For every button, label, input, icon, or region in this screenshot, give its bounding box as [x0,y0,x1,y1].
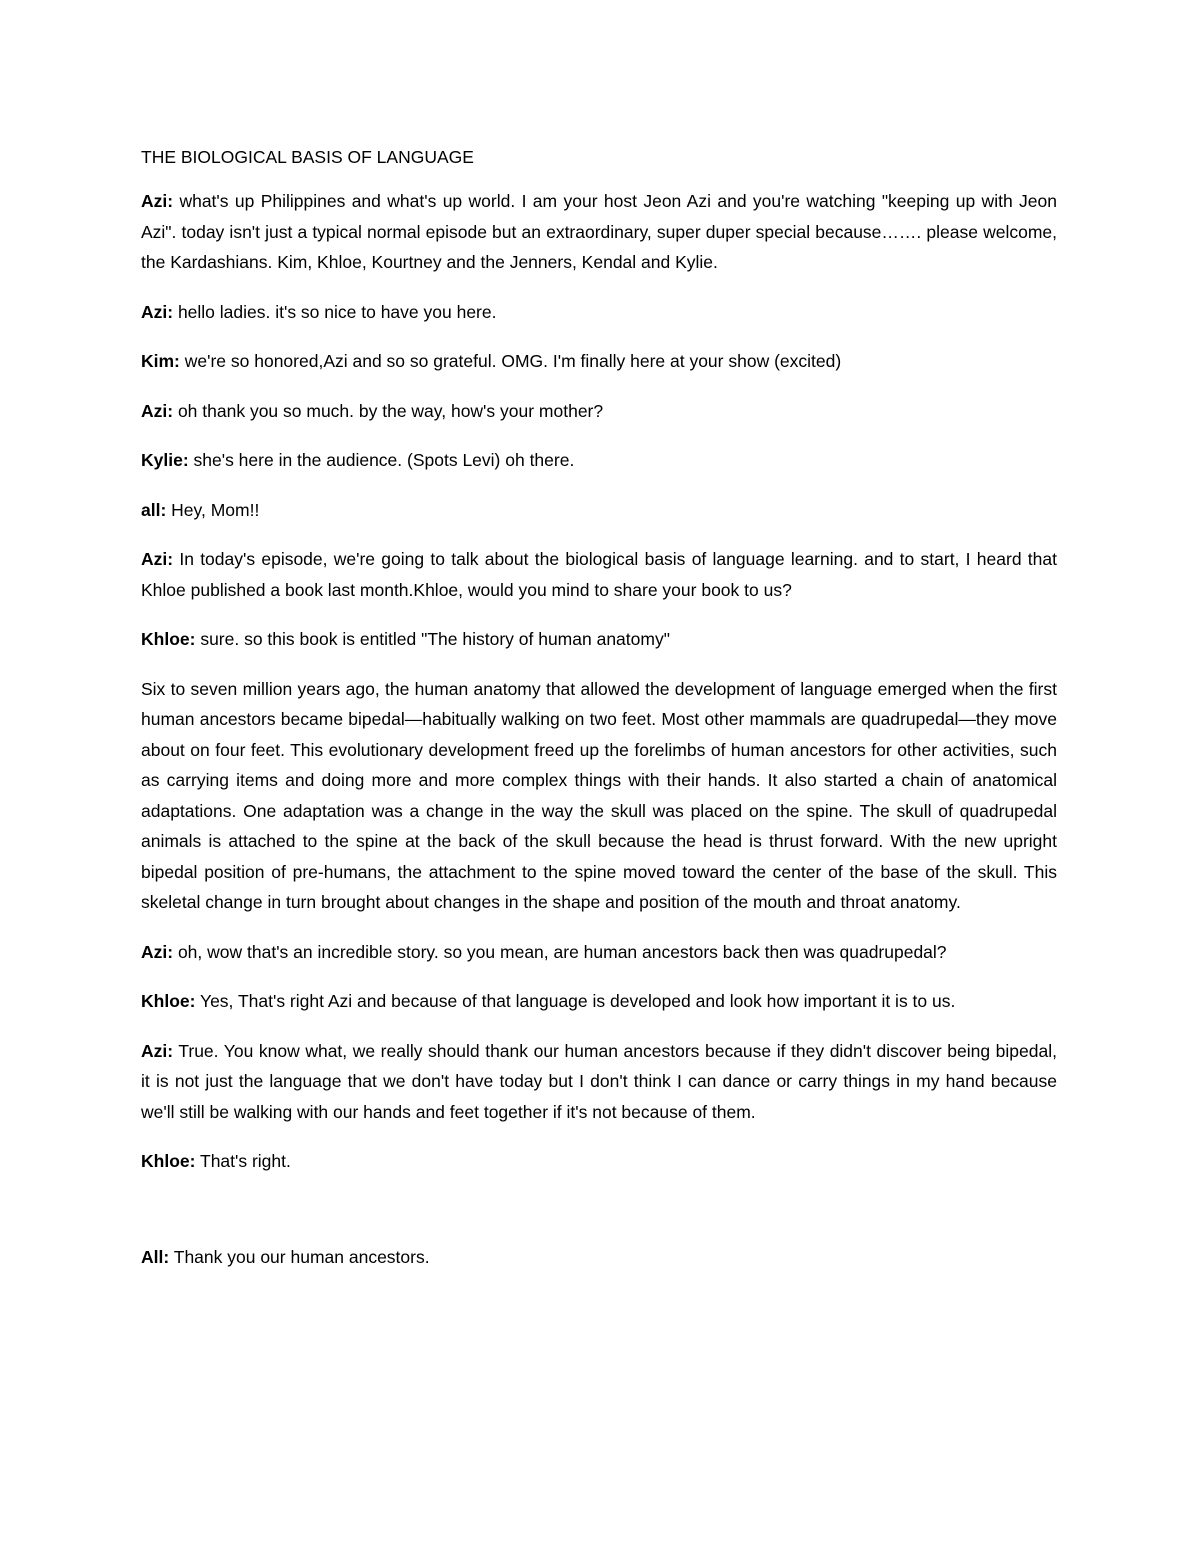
dialogue-line [141,186,1057,278]
dialogue-line [141,1242,1057,1273]
dialogue-line [141,986,1057,1017]
dialogue-line [141,624,1057,655]
line-text: Hey, Mom!! [166,499,260,520]
line-text: oh thank you so much. by the way, how's your mother? [173,400,604,421]
line-text: hello ladies. it's so nice to have you here. [173,301,497,322]
line-text: what's up Philippines and what's up world. I am your host Jeon Azi and you're watching "keeping up with Jeon Azi". today isn't just a typical normal episode but an extraordinary, super duper special because……. please welcome, the Kardashians. Kim, Khloe, Kourtney and the Jenners, Kendal and Kylie. [141,191,1057,272]
speaker-name: Khloe: [141,991,196,1011]
line-text: we're so honored,Azi and so so grateful. OMG. I'm finally here at your show (excited) [179,351,842,371]
dialogue-line [141,1146,1057,1177]
line-text: Yes, That's right Azi and because of that language is developed and look how important it is to us. [195,991,956,1011]
line-text: sure. so this book is entitled "The history of human anatomy" [195,629,670,649]
speaker-name: Azi: [141,400,174,421]
speaker-name: All: [141,1246,170,1267]
dialogue-line [141,297,1057,328]
dialogue-line [141,445,1057,476]
speaker-name: Kim: [141,351,180,371]
dialogue-line [141,544,1057,605]
dialogue-line [141,396,1057,427]
speaker-name: Azi: [141,301,174,322]
dialogue-line [141,495,1057,526]
line-text: True. You know what, we really should thank our human ancestors because if they didn't discover being bipedal, it is not just the language that we don't have today but I don't think I can dance or carry things in my hand because we'll still be walking with our hands and feet together if it's not because of them. [141,1040,1057,1122]
line-text: In today's episode, we're going to talk about the biological basis of language learning. and to start, I heard that Khloe published a book last month.Khloe, would you mind to share your book to us? [141,549,1057,600]
excerpt-text: Six to seven million years ago, the human anatomy that allowed the development of language emerged when the first human ancestors became bipedal—habitually walking on two feet. Most other mammals are quadrupedal—they move about on four feet. This evolutionary development freed up the forelimbs of human ancestors for other activities, such as carrying items and doing more and more complex things with their hands. It also started a chain of anatomical adaptations. One adaptation was a change in the way the skull was placed on the spine. The skull of quadrupedal animals is attached to the spine at the back of the skull because the head is thrust forward. With the new upright bipedal position of pre-humans, the attachment to the spine moved toward the center of the base of the skull. This skeletal change in turn brought about changes in the shape and position of the mouth and throat anatomy. [141,678,1057,912]
book-excerpt [141,674,1057,918]
dialogue-line [141,937,1057,968]
speaker-name: Khloe: [141,1151,196,1171]
line-text: That's right. [195,1151,291,1171]
line-text: oh, wow that's an incredible story. so you mean, are human ancestors back then was quadrupedal? [173,941,947,962]
speaker-name: Kylie: [141,450,189,470]
document-body [141,146,1057,1291]
document-title: THE BIOLOGICAL BASIS OF LANGUAGE [141,147,474,167]
dialogue-line [141,346,1057,377]
speaker-name: Khloe: [141,629,196,649]
dialogue-line [141,1036,1057,1128]
line-text: she's here in the audience. (Spots Levi) oh there. [188,450,575,470]
speaker-name: Azi: [141,549,174,569]
speaker-name: Azi: [141,941,174,962]
speaker-name: all: [141,499,167,520]
blank-space [141,1196,1057,1242]
speaker-name: Azi: [141,191,174,211]
speaker-name: Azi: [141,1040,174,1061]
line-text: Thank you our human ancestors. [169,1246,430,1267]
